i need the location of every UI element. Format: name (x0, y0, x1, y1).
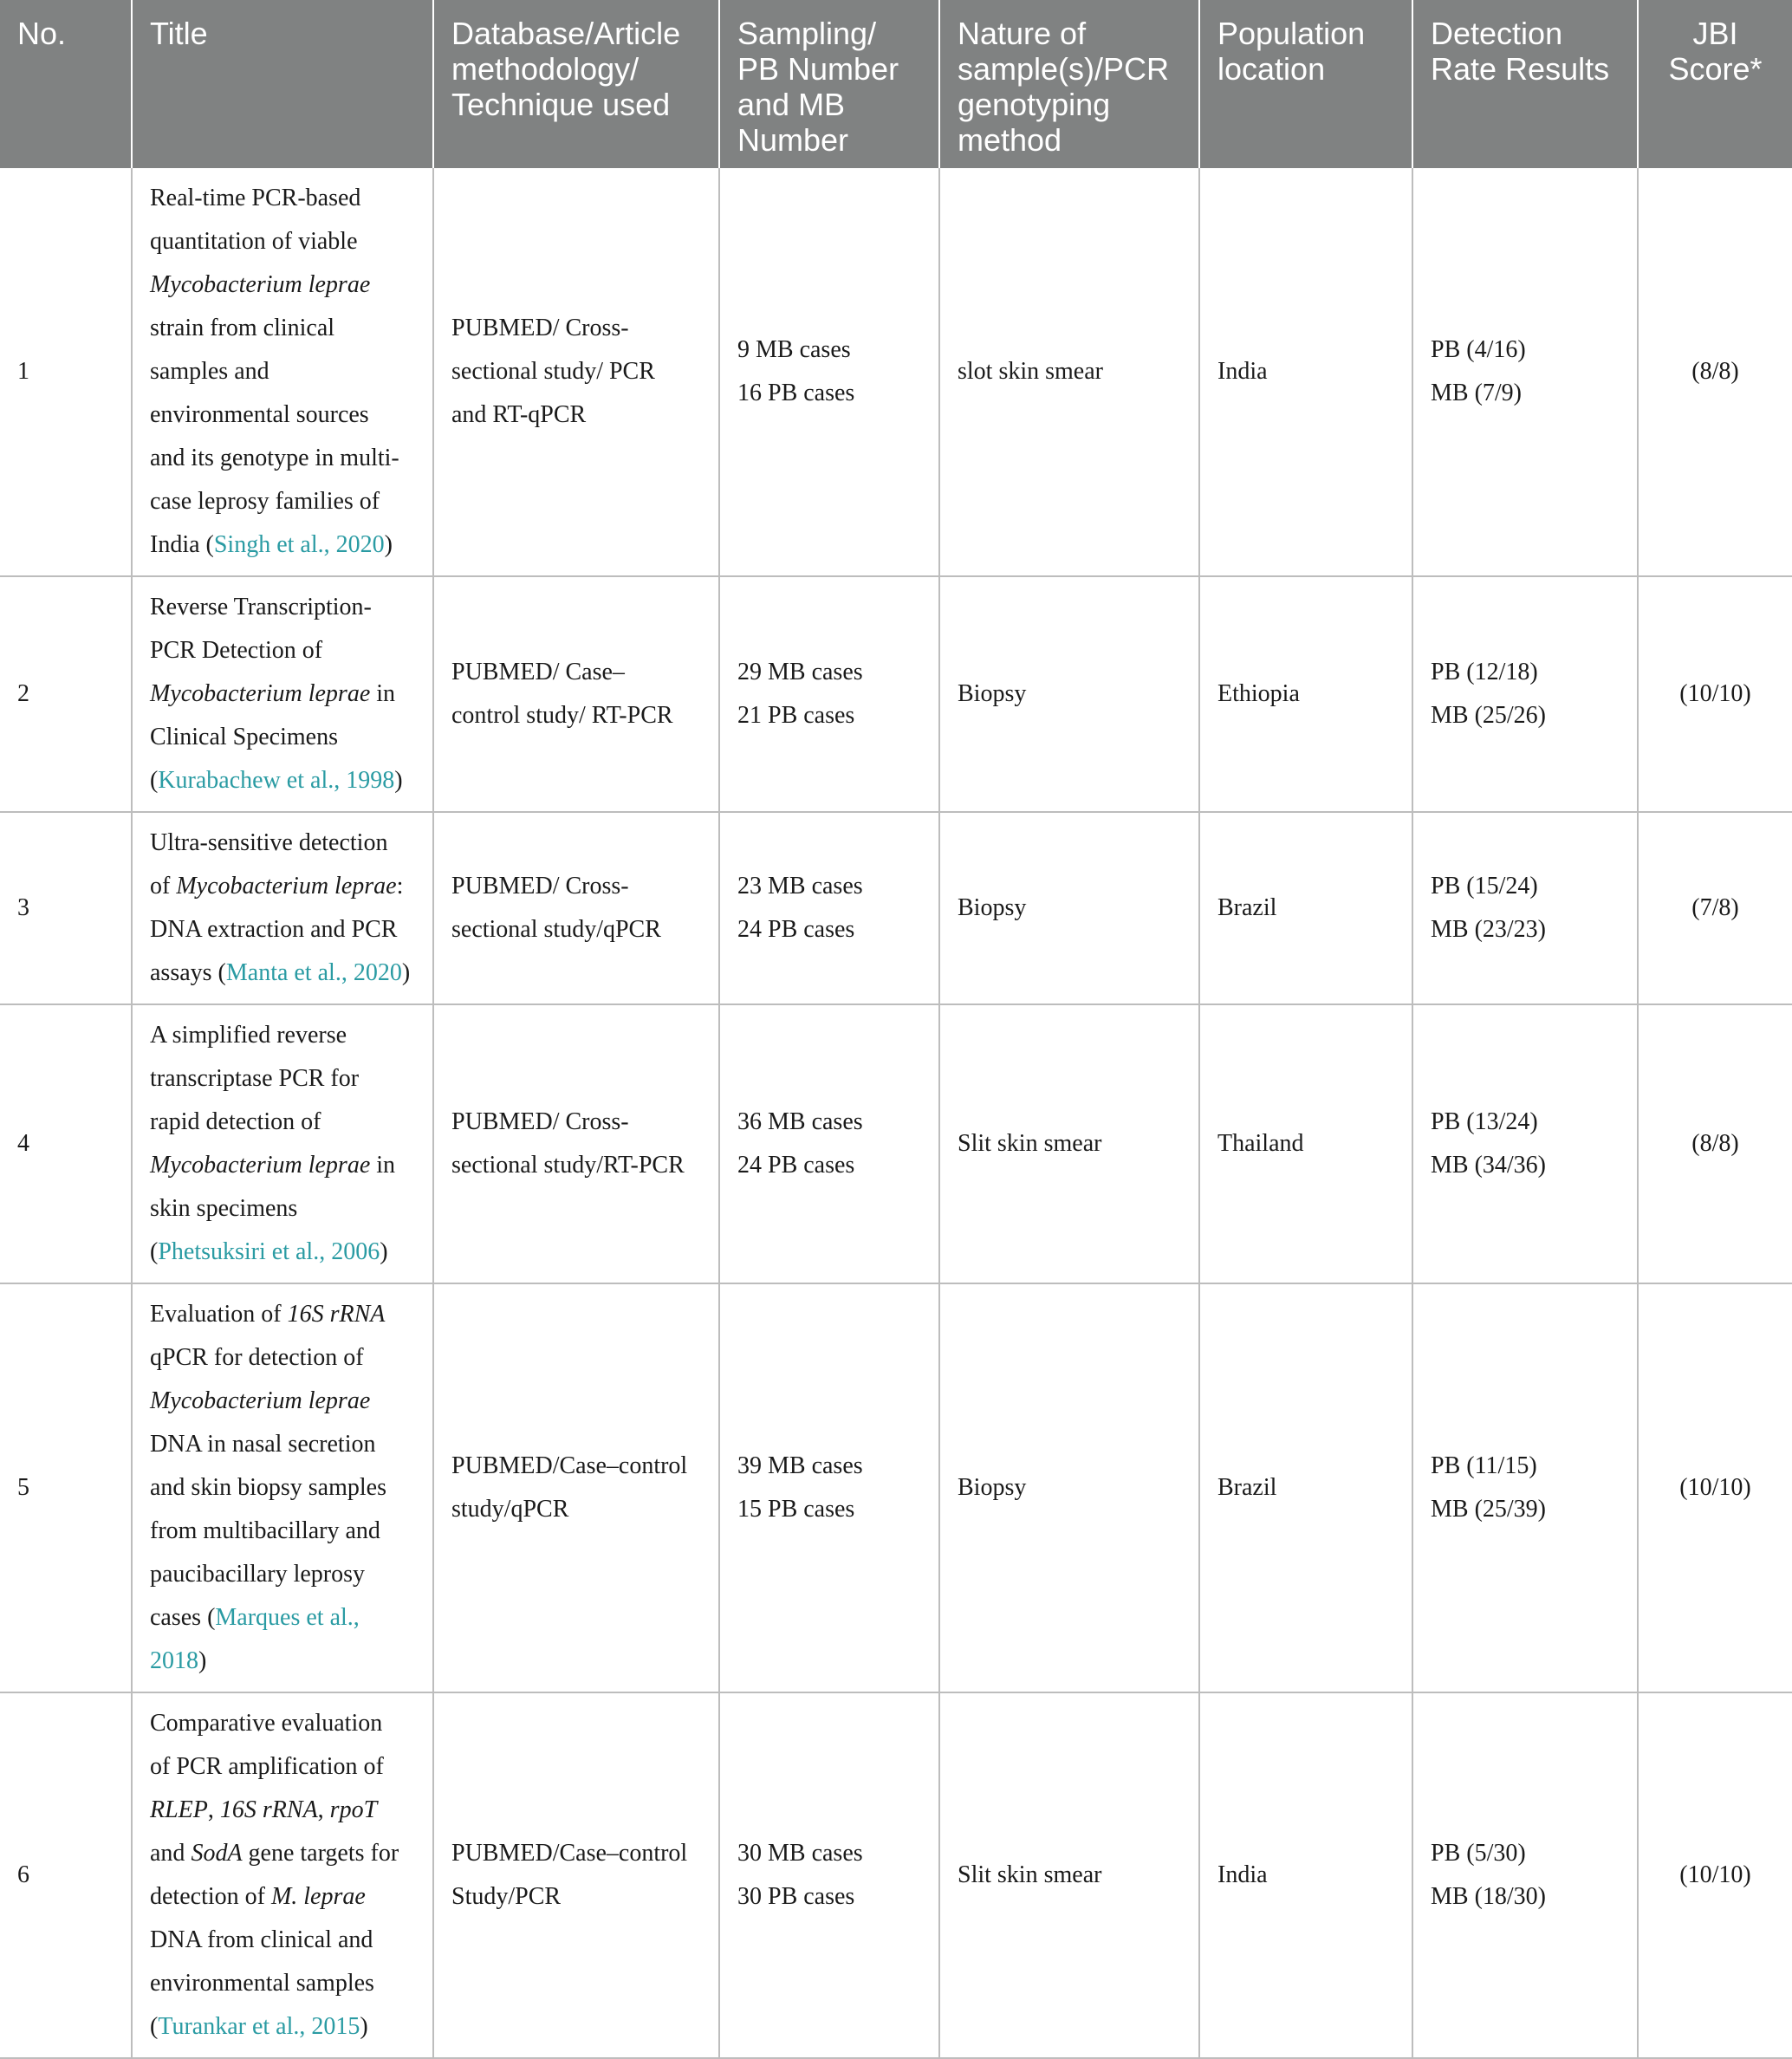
title-text: Evaluation of (150, 1301, 288, 1328)
sampling-line: 16 PB cases (737, 380, 855, 406)
cell-title (132, 1283, 433, 1692)
sampling-line: 24 PB cases (737, 916, 855, 943)
cell-database (433, 1692, 719, 2058)
citation-link[interactable]: Marques et al., (215, 1604, 360, 1631)
sampling-line: 23 MB cases (737, 873, 863, 900)
title-line (150, 1336, 415, 1380)
title-italic-text: Mycobacterium leprae (176, 873, 397, 900)
database-line: and RT-qPCR (451, 401, 587, 428)
cell-location: Thailand (1199, 1004, 1412, 1283)
header-line: JBI (1692, 16, 1738, 51)
header-sampling (719, 0, 939, 168)
title-text: qPCR for detection of (150, 1344, 364, 1371)
cell-sampling (719, 1004, 939, 1283)
title-italic-text: Mycobacterium leprae (150, 271, 371, 298)
title-italic-text: RLEP (150, 1796, 208, 1823)
nature-line: Slit skin smear (958, 1130, 1102, 1157)
table-row (0, 1004, 1792, 1283)
sampling-line: 30 PB cases (737, 1883, 855, 1910)
title-text: transcriptase PCR for (150, 1065, 360, 1092)
database-line: PUBMED/ Cross- (451, 315, 629, 341)
cell-title (132, 1692, 433, 2058)
title-italic-text: SodA (191, 1840, 243, 1867)
database-line: Study/PCR (451, 1883, 562, 1910)
cell-database (433, 168, 719, 576)
sampling-line: 29 MB cases (737, 659, 863, 685)
title-line (150, 1875, 415, 1919)
cell-no: 2 (0, 576, 132, 812)
sampling-line: 15 PB cases (737, 1496, 855, 1523)
title-line (150, 1187, 415, 1231)
header-line: Population (1217, 16, 1366, 51)
cell-nature (939, 1283, 1199, 1692)
title-text: : (396, 873, 404, 900)
title-italic-text: rpoT (329, 1796, 378, 1823)
title-text: and (150, 1840, 192, 1867)
database-line: PUBMED/ Case– (451, 659, 625, 685)
title-text: DNA from clinical and (150, 1926, 373, 1953)
cell-detection (1412, 168, 1638, 576)
database-line: PUBMED/Case–control (451, 1452, 688, 1479)
title-text: Real-time PCR-based (150, 185, 361, 211)
title-line (150, 822, 415, 865)
cell-detection (1412, 812, 1638, 1004)
detection-line: PB (4/16) (1431, 336, 1526, 363)
header-line: Rate Results (1431, 51, 1610, 87)
cell-jbi: (10/10) (1638, 1283, 1792, 1692)
title-line (150, 1745, 415, 1789)
title-text: A simplified reverse (150, 1022, 347, 1049)
cell-no: 4 (0, 1004, 132, 1283)
title-line (150, 1789, 415, 1832)
title-line (150, 263, 415, 307)
sampling-line: 36 MB cases (737, 1108, 863, 1135)
title-line (150, 865, 415, 908)
cell-no: 1 (0, 168, 132, 576)
cell-title (132, 1004, 433, 1283)
header-line: location (1217, 51, 1326, 87)
detection-line: MB (25/39) (1431, 1496, 1546, 1523)
title-text: detection of (150, 1883, 271, 1910)
title-text: quantitation of viable (150, 228, 358, 255)
header-line: method (958, 122, 1062, 158)
cell-sampling (719, 812, 939, 1004)
citation-link[interactable]: Turankar et al., 2015 (158, 2013, 360, 2040)
header-database (433, 0, 719, 168)
title-text: Ultra-sensitive detection (150, 829, 388, 856)
title-line (150, 393, 415, 437)
cell-nature (939, 812, 1199, 1004)
cell-database (433, 812, 719, 1004)
title-line (150, 1423, 415, 1466)
title-line (150, 1510, 415, 1553)
detection-line: PB (5/30) (1431, 1840, 1526, 1867)
table-row (0, 1692, 1792, 2058)
detection-line: MB (34/36) (1431, 1152, 1546, 1179)
sampling-line: 39 MB cases (737, 1452, 863, 1479)
cell-nature (939, 1004, 1199, 1283)
sampling-line: 9 MB cases (737, 336, 851, 363)
detection-line: PB (12/18) (1431, 659, 1538, 685)
cell-nature (939, 168, 1199, 576)
nature-line: Biopsy (958, 680, 1027, 707)
cell-detection (1412, 1004, 1638, 1283)
header-line: Detection (1431, 16, 1563, 51)
cell-location: India (1199, 1692, 1412, 2058)
title-line (150, 1832, 415, 1875)
detection-line: MB (7/9) (1431, 380, 1522, 406)
table-row (0, 1283, 1792, 1692)
detection-line: PB (15/24) (1431, 873, 1538, 900)
title-italic-text: M. leprae (270, 1883, 366, 1910)
title-line (150, 1293, 415, 1336)
title-line (150, 1466, 415, 1510)
database-line: PUBMED/Case–control (451, 1840, 688, 1867)
database-line: sectional study/RT-PCR (451, 1152, 685, 1179)
title-line (150, 350, 415, 393)
title-text: strain from clinical (150, 315, 335, 341)
title-text: assays ( (150, 959, 226, 986)
title-line (150, 716, 415, 759)
title-text: and its genotype in multi- (150, 445, 399, 471)
cell-sampling (719, 1692, 939, 2058)
title-text: of (150, 873, 177, 900)
cell-sampling (719, 168, 939, 576)
cell-no: 5 (0, 1283, 132, 1692)
header-jbi (1638, 0, 1792, 168)
title-line (150, 480, 415, 523)
title-text: Comparative evaluation (150, 1710, 383, 1737)
title-italic-text: 16S rRNA (287, 1301, 386, 1328)
cell-sampling (719, 576, 939, 812)
title-text: skin specimens (150, 1195, 298, 1222)
title-text: ( (150, 2013, 159, 2040)
cell-jbi: (8/8) (1638, 1004, 1792, 1283)
cell-jbi: (10/10) (1638, 1692, 1792, 2058)
table-row (0, 812, 1792, 1004)
cell-database (433, 1004, 719, 1283)
title-text: Clinical Specimens (150, 724, 338, 750)
title-line (150, 908, 415, 952)
header-line: No. (17, 16, 67, 51)
citation-link[interactable]: Manta et al., 2020 (225, 959, 402, 986)
header-location (1199, 0, 1412, 168)
cell-location: Brazil (1199, 812, 1412, 1004)
cell-database (433, 576, 719, 812)
nature-line: Biopsy (958, 1474, 1027, 1501)
title-line (150, 437, 415, 480)
title-text: DNA in nasal secretion (150, 1431, 376, 1458)
header-title (132, 0, 433, 168)
title-line (150, 177, 415, 220)
cell-location: Ethiopia (1199, 576, 1412, 812)
table-row (0, 168, 1792, 576)
title-text: in (370, 680, 396, 707)
title-line (150, 1144, 415, 1187)
sampling-line: 24 PB cases (737, 1152, 855, 1179)
title-line (150, 1380, 415, 1423)
table-body (0, 168, 1792, 2058)
title-text: and skin biopsy samples (150, 1474, 386, 1501)
database-line: sectional study/qPCR (451, 916, 661, 943)
title-text: DNA extraction and PCR (150, 916, 398, 943)
title-line (150, 1057, 415, 1101)
title-text: rapid detection of (150, 1108, 321, 1135)
header-line: Title (150, 16, 208, 51)
cell-title (132, 576, 433, 812)
title-text: India ( (150, 531, 214, 558)
database-line: control study/ RT-PCR (451, 702, 673, 729)
cell-nature (939, 1692, 1199, 2058)
title-text: , (207, 1796, 220, 1823)
title-italic-text: Mycobacterium leprae (150, 680, 371, 707)
title-line (150, 2005, 415, 2049)
title-line (150, 672, 415, 716)
citation-link[interactable]: 2018 (150, 1647, 198, 1674)
title-text: from multibacillary and (150, 1517, 380, 1544)
title-text: ( (150, 767, 159, 794)
nature-line: Biopsy (958, 894, 1027, 921)
cell-location: Brazil (1199, 1283, 1412, 1692)
title-italic-text: Mycobacterium leprae (150, 1152, 371, 1179)
title-text: environmental samples (150, 1970, 374, 1997)
sampling-line: 21 PB cases (737, 702, 855, 729)
cell-no: 6 (0, 1692, 132, 2058)
title-line (150, 220, 415, 263)
table-row (0, 576, 1792, 812)
database-line: PUBMED/ Cross- (451, 1108, 629, 1135)
cell-no: 3 (0, 812, 132, 1004)
header-line: Technique used (451, 87, 671, 122)
title-line (150, 1014, 415, 1057)
title-line (150, 523, 415, 567)
title-text: ( (150, 1238, 159, 1265)
title-line (150, 586, 415, 629)
title-text: , (317, 1796, 330, 1823)
cell-title (132, 812, 433, 1004)
cell-jbi: (8/8) (1638, 168, 1792, 576)
cell-title (132, 168, 433, 576)
title-line (150, 1640, 415, 1683)
title-line (150, 1231, 415, 1274)
title-line (150, 1596, 415, 1640)
title-line (150, 1101, 415, 1144)
header-line: genotyping (958, 87, 1111, 122)
header-line: sample(s)/PCR (958, 51, 1170, 87)
citation-link[interactable]: Kurabachew et al., 1998 (158, 767, 395, 794)
title-line (150, 629, 415, 672)
title-line (150, 1702, 415, 1745)
title-text: ) (380, 1238, 388, 1265)
nature-line: Slit skin smear (958, 1861, 1102, 1888)
title-italic-text: 16S rRNA (219, 1796, 318, 1823)
title-text: gene targets for (242, 1840, 399, 1867)
header-row (0, 0, 1792, 168)
citation-link[interactable]: Singh et al., 2020 (213, 531, 385, 558)
title-line (150, 952, 415, 995)
header-line: methodology/ (451, 51, 640, 87)
title-text: PCR Detection of (150, 637, 323, 664)
cell-database (433, 1283, 719, 1692)
title-text: Reverse Transcription- (150, 594, 372, 620)
title-line (150, 1962, 415, 2005)
header-line: Score* (1668, 51, 1763, 87)
cell-location: India (1199, 168, 1412, 576)
title-italic-text: Mycobacterium leprae (150, 1387, 371, 1414)
header-line: Database/Article (451, 16, 681, 51)
database-line: sectional study/ PCR (451, 358, 655, 385)
title-text: samples and (150, 358, 269, 385)
citation-link[interactable]: Phetsuksiri et al., 2006 (158, 1238, 380, 1265)
title-text: ) (394, 767, 403, 794)
title-line (150, 1553, 415, 1596)
database-line: study/qPCR (451, 1496, 569, 1523)
title-text: case leprosy families of (150, 488, 380, 515)
detection-line: PB (11/15) (1431, 1452, 1537, 1479)
title-text: ) (384, 531, 393, 558)
detection-line: MB (25/26) (1431, 702, 1546, 729)
detection-line: MB (23/23) (1431, 916, 1546, 943)
detection-line: MB (18/30) (1431, 1883, 1546, 1910)
header-line: Sampling/ (737, 16, 877, 51)
header-detection (1412, 0, 1638, 168)
header-nature (939, 0, 1199, 168)
title-text: ) (360, 2013, 368, 2040)
table-header (0, 0, 1792, 168)
header-line: and MB (737, 87, 846, 122)
title-text: in (370, 1152, 396, 1179)
database-line: PUBMED/ Cross- (451, 873, 629, 900)
nature-line: slot skin smear (958, 358, 1103, 385)
sampling-line: 30 MB cases (737, 1840, 863, 1867)
cell-detection (1412, 1283, 1638, 1692)
cell-jbi: (10/10) (1638, 576, 1792, 812)
detection-line: PB (13/24) (1431, 1108, 1538, 1135)
title-line (150, 1919, 415, 1962)
title-line (150, 759, 415, 802)
header-line: Nature of (958, 16, 1087, 51)
title-text: ) (401, 959, 411, 986)
header-line: PB Number (737, 51, 899, 87)
title-text: of PCR amplification of (150, 1753, 384, 1780)
header-no (0, 0, 132, 168)
cell-jbi: (7/8) (1638, 812, 1792, 1004)
cell-detection (1412, 576, 1638, 812)
cell-nature (939, 576, 1199, 812)
title-text: environmental sources (150, 401, 369, 428)
cell-detection (1412, 1692, 1638, 2058)
title-text: cases ( (150, 1604, 216, 1631)
title-line (150, 307, 415, 350)
header-line: Number (737, 122, 849, 158)
cell-sampling (719, 1283, 939, 1692)
title-text: ) (198, 1647, 207, 1674)
title-text: paucibacillary leprosy (150, 1561, 366, 1588)
